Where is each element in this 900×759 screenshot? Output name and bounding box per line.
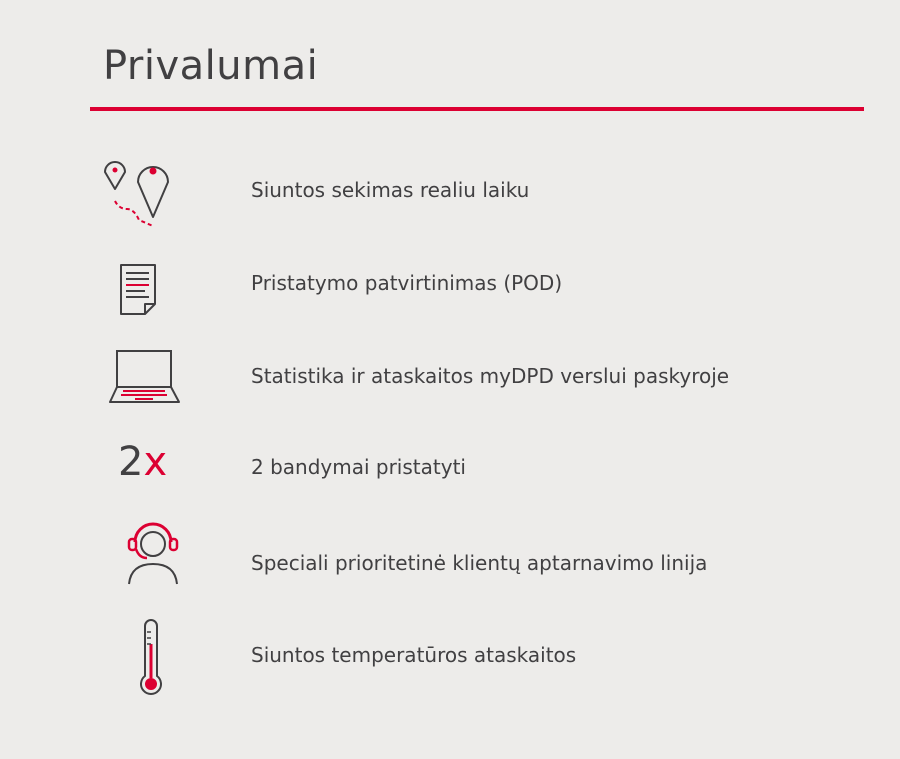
two-times-icon: 2x bbox=[118, 439, 168, 485]
feature-label: Speciali prioritetinė klientų aptarnavimo linija bbox=[251, 551, 708, 575]
headset-person-icon bbox=[95, 518, 205, 598]
feature-item-statistics bbox=[0, 340, 900, 420]
feature-label: Statistika ir ataskaitos myDPD verslui paskyroje bbox=[251, 364, 730, 388]
laptop-icon bbox=[95, 340, 205, 420]
location-pins-icon bbox=[95, 150, 205, 230]
feature-item-tracking bbox=[0, 150, 900, 230]
thermometer-icon bbox=[95, 618, 205, 698]
feature-item-pod bbox=[0, 252, 900, 332]
title-divider bbox=[90, 107, 864, 111]
page-title: Privalumai bbox=[103, 43, 319, 89]
feature-item-two-attempts bbox=[0, 422, 900, 502]
feature-label: Pristatymo patvirtinimas (POD) bbox=[251, 271, 563, 295]
feature-item-temperature bbox=[0, 618, 900, 698]
feature-label: 2 bandymai pristatyti bbox=[251, 455, 466, 479]
document-icon bbox=[95, 252, 205, 332]
feature-label: Siuntos sekimas realiu laiku bbox=[251, 178, 530, 202]
feature-item-priority-support bbox=[0, 518, 900, 598]
feature-label: Siuntos temperatūros ataskaitos bbox=[251, 643, 577, 667]
